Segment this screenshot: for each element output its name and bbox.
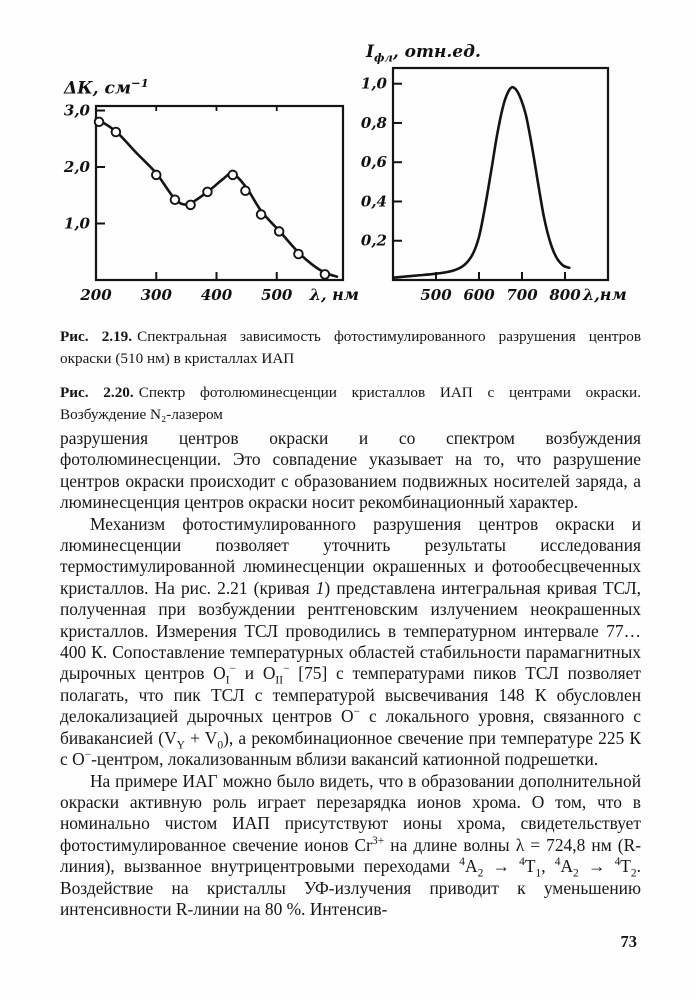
svg-text:0,4: 0,4 (360, 192, 387, 211)
svg-text:0,6: 0,6 (360, 153, 387, 172)
svg-text:0,8: 0,8 (360, 113, 387, 132)
y-axis-label-fig219: ΔК, $см^{-1}$ (64, 76, 149, 99)
chart-fig220 (355, 38, 670, 313)
svg-text:500: 500 (420, 286, 452, 304)
body-text (60, 428, 641, 920)
paragraph-1: разрушения центров окраски и со спектром возбуждения фотолюминесценции. Это совпадение указывает на то, что разрушение центров окраски происходит с образованием подвижных носителей заряда, а люминесценция центров окраски носит рекомбинационный характер. (60, 428, 641, 513)
svg-text:700: 700 (506, 286, 538, 304)
svg-text:0,2: 0,2 (360, 231, 387, 250)
paragraph-3: На примере ИАГ можно было видеть, что в образовании дополнительной окраски активную роль играет перезарядка ионов хрома. О том, что в номинально чистом ИАП присутствуют ионы хрома, свидетельствует фотостимулированное свечение ионов $Cr^{3+}$ на длине волны λ = 724,8 нм (R-линия), вызванное внутрицентровыми переходами $^4A_2 \to ^4T_1$, $^4A_2 \to ^4T_2$. Воздействие на кристаллы УФ-излучения приводит к уменьшению интенсивности R-линии на 80 %. Интенсив- (60, 770, 642, 919)
figure-caption-2-19 (60, 326, 641, 369)
figure-caption-2-20-text: Спектр фотолюминесценции кристаллов ИАП с центрами окраски. Возбуждение N₂-лазером (60, 384, 641, 423)
svg-text:500: 500 (261, 286, 293, 304)
svg-text:λ,нм: λ,нм (583, 285, 627, 304)
svg-text:800: 800 (549, 286, 581, 304)
figure-caption-2-19-label: Рис. 2.19. (60, 328, 133, 345)
y-axis-label-fig220: $I_{фл}$, отн.ед. (366, 42, 481, 65)
paragraph-2: Механизм фотостимулированного разрушения центров окраски и люминесценции позволяет уточнить результаты исследования термостимулированной люминесценции окрашенных и фотообесцвеченных кристаллов. На рис. 2.21 (кривая 1) представлена интегральная кривая ТСЛ, полученная при возбуждении рентгеновским излучением неокрашенных кристаллов. Измерения ТСЛ проводились в температурном интервале 77…400 К. Сопоставление температурных областей стабильности парамагнитных дырочных центров $O_I^-$ и $O_{II}^-$ [75] с температурами пиков ТСЛ позволяет полагать, что пик ТСЛ с температурой высвечивания 148 К обусловлен делокализацией дырочных центров О− с локального уровня, связанного с бивакансией $(V_Y + V_0)$, а рекомбинационное свечение при температуре 225 К с О−-центром, локализованным вблизи вакансий катионной подрешетки. (60, 513, 641, 770)
chart-fig219 (58, 72, 363, 312)
svg-text:3,0: 3,0 (63, 101, 90, 120)
svg-text:600: 600 (463, 286, 495, 304)
figure-captions (60, 326, 641, 438)
figure-caption-2-19-text: Спектральная зависимость фотостимулированного разрушения центров окраски (510 нм) в кристаллах ИАП (60, 328, 641, 367)
svg-text:1,0: 1,0 (63, 214, 90, 233)
svg-text:λ, нм: λ, нм (309, 285, 359, 304)
figure-caption-2-20 (60, 382, 641, 425)
page-number: 73 (620, 932, 637, 951)
svg-text:300: 300 (140, 286, 172, 304)
svg-text:1,0: 1,0 (360, 74, 387, 93)
svg-text:2,0: 2,0 (63, 158, 90, 177)
svg-text:200: 200 (80, 286, 112, 304)
figure-caption-2-20-label: Рис. 2.20. (60, 384, 134, 401)
svg-text:400: 400 (200, 286, 233, 304)
